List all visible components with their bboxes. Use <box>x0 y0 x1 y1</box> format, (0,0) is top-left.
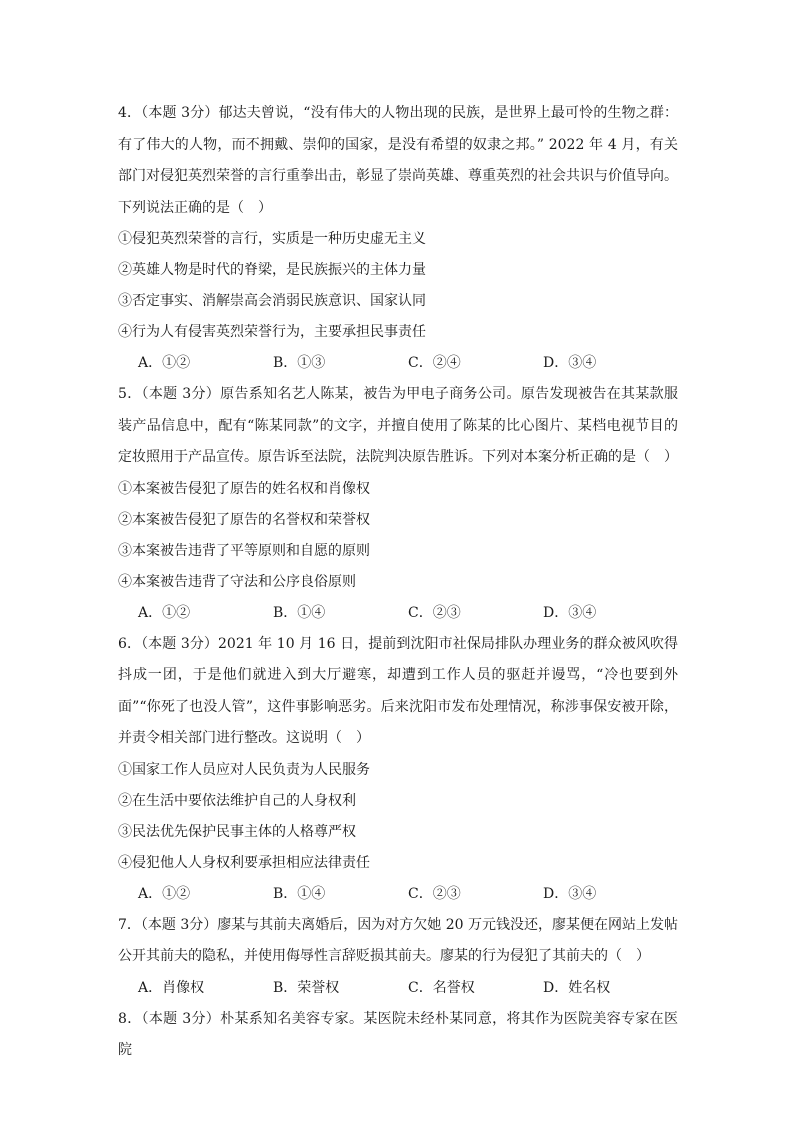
answer-option: A．①② <box>138 604 191 621</box>
question-stem: 8．（本题 3分）朴某系知名美容专家。某医院未经朴某同意，将其作为医院美容专家在医院 <box>118 1010 678 1058</box>
statement-item: ①侵犯英烈荣誉的言行，实质是一种历史虚无主义 <box>118 231 426 247</box>
statement-item: ④本案被告违背了守法和公序良俗原则 <box>118 573 356 590</box>
answer-options <box>138 348 678 379</box>
statement-item: ①本案被告侵犯了原告的姓名权和肖像权 <box>118 480 370 497</box>
question-stem: 5．（本题 3分）原告系知名艺人陈某，被告为甲电子商务公司。原告发现被告在其某款服装产品信息中，配有“陈某同款”的文字，并擅自使用了陈某的比心图片、某档电视节目的定妆照用于产品宣传。原告诉至法院，法院判决原告胜诉。下列对本案分析正确的是（ ） <box>118 386 678 465</box>
answer-option: D．③④ <box>543 355 597 371</box>
question-6 <box>118 629 678 910</box>
statement-item: ④行为人有侵害英烈荣誉行为，主要承担民事责任 <box>118 324 426 340</box>
answer-option: B．①③ <box>273 355 326 371</box>
statement-item: ③本案被告违背了平等原则和自愿的原则 <box>118 542 370 559</box>
answer-option: B．①④ <box>273 885 326 902</box>
answer-option: C．②④ <box>408 355 461 371</box>
answer-options <box>138 973 678 1004</box>
question-stem: 7．（本题 3分）廖某与其前夫离婚后，因为对方欠她 20 万元钱没还，廖某便在网站上发帖公开其前夫的隐私，并使用侮辱性言辞贬损其前夫。廖某的行为侵犯了其前夫的（ ） <box>118 916 678 964</box>
question-4 <box>118 98 678 379</box>
question-7 <box>118 910 678 1004</box>
answer-option: B．①④ <box>273 604 326 621</box>
answer-option: C．②③ <box>408 885 461 902</box>
answer-option: C．②③ <box>408 604 461 621</box>
answer-option: A．①② <box>138 885 191 902</box>
answer-option: D．③④ <box>543 604 597 621</box>
answer-option: A．肖像权 <box>138 979 205 996</box>
answer-options <box>138 879 678 910</box>
statement-item: ③否定事实、消解崇高会消弱民族意识、国家认同 <box>118 293 426 309</box>
answer-option: A．①② <box>138 355 191 371</box>
statement-item: ②在生活中要依法维护自己的人身权利 <box>118 792 356 809</box>
answer-option: D．姓名权 <box>543 979 611 996</box>
exam-page <box>118 98 678 1067</box>
answer-options <box>138 598 678 629</box>
question-8 <box>118 1004 678 1067</box>
answer-option: D．③④ <box>543 885 597 902</box>
answer-option: C．名誉权 <box>408 979 475 996</box>
statement-item: ①国家工作人员应对人民负责为人民服务 <box>118 761 370 778</box>
question-stem: 6．（本题 3分）2021 年 10 月 16 日，提前到沈阳市社保局排队办理业务的群众被风吹得抖成一团，于是他们就进入到大厅避寒，却遭到工作人员的驱赶并谩骂，“冷也要到外面”“你死了也没人管”，这件事影响恶劣。后来沈阳市发布处理情况，称涉事保安被开除，并责令相关部门进行整改。这说明（ ） <box>118 635 678 746</box>
question-5 <box>118 379 678 629</box>
question-stem: 4．（本题 3分）郁达夫曾说，“没有伟大的人物出现的民族，是世界上最可怜的生物之群：有了伟大的人物，而不拥戴、崇仰的国家，是没有希望的奴隶之邦。” 2022 年 4 月，有关部门对侵犯英烈荣誉的言行重拳出击，彰显了崇尚英雄、尊重英烈的社会共识与价值导向。下列说法正确的是（ ） <box>118 105 678 216</box>
statement-item: ②本案被告侵犯了原告的名誉权和荣誉权 <box>118 511 370 528</box>
statement-item: ③民法优先保护民事主体的人格尊严权 <box>118 823 356 840</box>
statement-item: ④侵犯他人人身权利要承担相应法律责任 <box>118 854 370 871</box>
statement-item: ②英雄人物是时代的脊梁，是民族振兴的主体力量 <box>118 262 426 278</box>
answer-option: B．荣誉权 <box>273 979 340 996</box>
